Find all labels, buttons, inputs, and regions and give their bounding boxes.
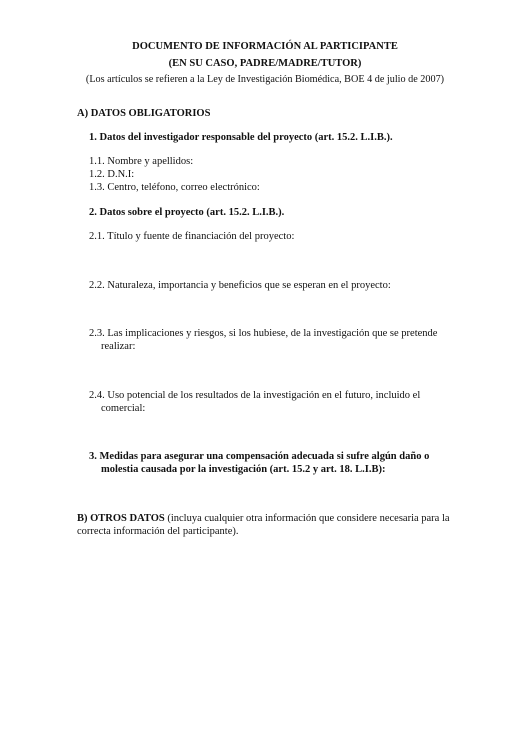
item2-question-4-line-2: comercial: (101, 403, 146, 414)
document-title: DOCUMENTO DE INFORMACIÓN AL PARTICIPANTE (132, 41, 398, 52)
section-b-line-2: correcta información del participante). (77, 526, 239, 537)
document-subtitle: (EN SU CASO, PADRE/MADRE/TUTOR) (168, 58, 362, 69)
item2-heading: 2. Datos sobre el proyecto (art. 15.2. L.I.B.). (89, 207, 285, 218)
item1-line-name: 1.1. Nombre y apellidos: (89, 156, 194, 167)
item1-heading: 1. Datos del investigador responsable del proyecto (art. 15.2. L.I.B.). (89, 132, 393, 143)
item2-question-1: 2.1. Título y fuente de financiación del proyecto: (89, 231, 295, 242)
item2-question-2: 2.2. Naturaleza, importancia y beneficios que se esperan en el proyecto: (89, 280, 391, 291)
document-note: (Los artículos se refieren a la Ley de Investigación Biomédica, BOE 4 de julio de 2007) (85, 74, 445, 85)
item2-question-4-line-1: 2.4. Uso potencial de los resultados de la investigación en el futuro, incluido el (89, 390, 421, 401)
section-b-text-1: (incluya cualquier otra información que considere necesaria para la (164, 513, 450, 524)
item2-question-3-line-2: realizar: (101, 341, 136, 352)
item3-heading-line-1: 3. Medidas para asegurar una compensación adecuada si sufre algún daño o (89, 451, 430, 462)
item1-line-center: 1.3. Centro, teléfono, correo electrónico: (89, 182, 260, 193)
section-b-line-1 (77, 512, 450, 525)
section-b-heading: B) OTROS DATOS (77, 513, 165, 524)
item3-heading-line-2: molestia causada por la investigación (art. 15.2 y art. 18. L.I.B): (101, 464, 386, 475)
item1-line-dni: 1.2. D.N.I: (89, 169, 135, 180)
item2-question-3-line-1: 2.3. Las implicaciones y riesgos, si los hubiese, de la investigación que se pretende (89, 328, 438, 339)
section-a-heading: A) DATOS OBLIGATORIOS (77, 108, 211, 119)
